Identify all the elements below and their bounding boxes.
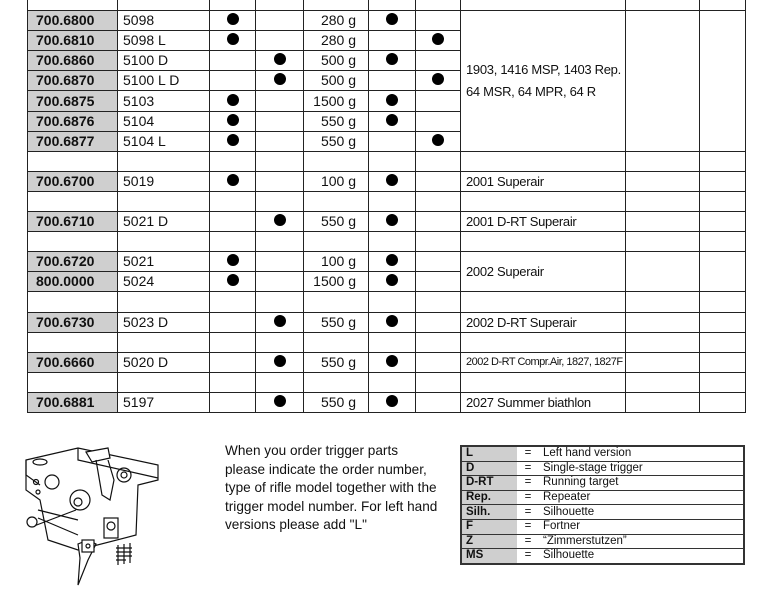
spacer-row (28, 151, 746, 171)
empty-cell (28, 332, 118, 352)
empty-cell (256, 191, 304, 211)
empty-cell (304, 332, 369, 352)
legend-row (461, 519, 744, 534)
bullet-mark-icon (386, 114, 398, 126)
legend-row (461, 534, 744, 549)
trigger-model: 5020 D (118, 352, 210, 372)
empty-cell (626, 372, 700, 392)
option-cell-3 (369, 51, 416, 71)
empty-cell (369, 191, 416, 211)
empty-cell (700, 392, 746, 412)
option-cell-4 (416, 212, 461, 232)
bullet-mark-icon (227, 94, 239, 106)
option-cell-2 (256, 91, 304, 111)
order-number: 700.6881 (28, 392, 118, 412)
option-cell-4 (416, 91, 461, 111)
empty-cell (210, 151, 256, 171)
option-cell-3 (369, 272, 416, 292)
empty-cell (626, 332, 700, 352)
legend-equals: = (517, 461, 539, 476)
bullet-mark-icon (274, 355, 286, 367)
option-cell-4 (416, 31, 461, 51)
trigger-model: 5104 (118, 111, 210, 131)
option-cell-2 (256, 71, 304, 91)
option-cell-2 (256, 131, 304, 151)
trigger-weight: 550 g (304, 312, 369, 332)
legend-row (461, 505, 744, 520)
empty-cell (369, 372, 416, 392)
option-cell-1 (210, 272, 256, 292)
empty-cell (28, 191, 118, 211)
order-number: 700.6660 (28, 352, 118, 372)
spacer-row (28, 372, 746, 392)
rifle-models-line: 64 MSR, 64 MPR, 64 R (466, 83, 596, 99)
empty-cell (626, 191, 700, 211)
empty-cell (700, 11, 746, 152)
order-number: 700.6810 (28, 31, 118, 51)
empty-cell (304, 232, 369, 252)
empty-cell (28, 292, 118, 312)
trigger-model: 5023 D (118, 312, 210, 332)
option-cell-1 (210, 312, 256, 332)
empty-cell (626, 232, 700, 252)
empty-cell (416, 151, 461, 171)
order-instructions-note: When you order trigger parts please indicate the order number, type of rifle model together with the trigger model number. For left hand versions please add "L" (225, 443, 438, 533)
option-cell-3 (369, 252, 416, 272)
option-cell-2 (256, 352, 304, 372)
empty-cell (210, 232, 256, 252)
option-cell-1 (210, 131, 256, 151)
trigger-weight: 100 g (304, 252, 369, 272)
trigger-weight: 100 g (304, 171, 369, 191)
option-cell-1 (210, 392, 256, 412)
empty-cell (369, 332, 416, 352)
legend-equals: = (517, 476, 539, 491)
option-cell-2 (256, 312, 304, 332)
bullet-mark-icon (386, 174, 398, 186)
empty-cell (461, 0, 626, 11)
option-cell-3 (369, 31, 416, 51)
rifle-models: 2002 D-RT Compr.Air, 1827, 1827F (461, 352, 626, 372)
legend-meaning: Silhouette (539, 505, 744, 520)
bullet-mark-icon (386, 355, 398, 367)
option-cell-3 (369, 11, 416, 31)
table-row (28, 312, 746, 332)
empty-cell (369, 151, 416, 171)
bullet-mark-icon (274, 53, 286, 65)
empty-cell (626, 151, 700, 171)
bullet-mark-icon (386, 94, 398, 106)
order-number: 800.0000 (28, 272, 118, 292)
option-cell-4 (416, 111, 461, 131)
empty-cell (118, 151, 210, 171)
bullet-mark-icon (227, 114, 239, 126)
trigger-weight: 550 g (304, 212, 369, 232)
option-cell-4 (416, 71, 461, 91)
trigger-weight: 1500 g (304, 272, 369, 292)
empty-cell (626, 352, 700, 372)
bullet-mark-icon (274, 395, 286, 407)
trigger-weight: 500 g (304, 71, 369, 91)
trigger-model: 5021 D (118, 212, 210, 232)
option-cell-3 (369, 171, 416, 191)
trigger-model: 5098 (118, 11, 210, 31)
trigger-model: 5024 (118, 272, 210, 292)
empty-cell (416, 292, 461, 312)
empty-cell (118, 232, 210, 252)
option-cell-1 (210, 352, 256, 372)
bullet-mark-icon (386, 214, 398, 226)
empty-cell (369, 292, 416, 312)
legend-meaning: Running target (539, 476, 744, 491)
bullet-mark-icon (386, 254, 398, 266)
empty-cell (700, 232, 746, 252)
bullet-mark-icon (386, 13, 398, 25)
empty-cell (626, 171, 700, 191)
option-cell-4 (416, 131, 461, 151)
option-cell-3 (369, 352, 416, 372)
option-cell-3 (369, 71, 416, 91)
bullet-mark-icon (386, 395, 398, 407)
empty-cell (626, 11, 700, 152)
table-row (28, 252, 746, 272)
option-cell-1 (210, 111, 256, 131)
trigger-weight: 550 g (304, 352, 369, 372)
trigger-parts-table (27, 0, 746, 413)
empty-cell (461, 292, 626, 312)
empty-cell (700, 171, 746, 191)
empty-cell (416, 332, 461, 352)
order-number: 700.6720 (28, 252, 118, 272)
bullet-mark-icon (386, 53, 398, 65)
legend-equals: = (517, 519, 539, 534)
option-cell-1 (210, 51, 256, 71)
trigger-model: 5103 (118, 91, 210, 111)
legend-equals: = (517, 534, 539, 549)
trigger-model: 5021 (118, 252, 210, 272)
trigger-model: 5100 D (118, 51, 210, 71)
order-number: 700.6877 (28, 131, 118, 151)
bullet-mark-icon (386, 315, 398, 327)
order-number: 700.6800 (28, 11, 118, 31)
trigger-weight: 550 g (304, 131, 369, 151)
trigger-weight: 1500 g (304, 91, 369, 111)
option-cell-1 (210, 71, 256, 91)
empty-cell (461, 191, 626, 211)
trigger-model: 5197 (118, 392, 210, 412)
legend-abbreviation: F (461, 519, 517, 534)
option-cell-3 (369, 392, 416, 412)
option-cell-3 (369, 312, 416, 332)
empty-cell (118, 332, 210, 352)
option-cell-4 (416, 51, 461, 71)
order-number: 700.6870 (28, 71, 118, 91)
trigger-model: 5100 L D (118, 71, 210, 91)
trigger-assembly-illustration (18, 440, 168, 590)
empty-cell (700, 212, 746, 232)
order-number: 700.6875 (28, 91, 118, 111)
empty-cell (210, 372, 256, 392)
empty-cell (118, 191, 210, 211)
table-row (28, 11, 746, 31)
legend-meaning: Single-stage trigger (539, 461, 744, 476)
empty-cell (461, 332, 626, 352)
bullet-mark-icon (432, 73, 444, 85)
empty-cell (626, 292, 700, 312)
legend-equals: = (517, 490, 539, 505)
empty-cell (700, 0, 746, 11)
option-cell-2 (256, 111, 304, 131)
bullet-mark-icon (386, 274, 398, 286)
trigger-model: 5019 (118, 171, 210, 191)
empty-cell (416, 372, 461, 392)
empty-cell (256, 332, 304, 352)
rifle-models: 2001 Superair (461, 171, 626, 191)
empty-cell (256, 232, 304, 252)
rifle-models: 2002 D-RT Superair (461, 312, 626, 332)
option-cell-1 (210, 252, 256, 272)
legend-meaning: Silhouette (539, 549, 744, 564)
trigger-weight: 280 g (304, 31, 369, 51)
empty-cell (210, 292, 256, 312)
option-cell-2 (256, 51, 304, 71)
option-cell-4 (416, 272, 461, 292)
option-cell-4 (416, 352, 461, 372)
legend-row (461, 476, 744, 491)
empty-cell (304, 151, 369, 171)
empty-cell (210, 0, 256, 11)
legend-equals: = (517, 549, 539, 564)
empty-cell (626, 392, 700, 412)
empty-cell (304, 191, 369, 211)
bullet-mark-icon (274, 315, 286, 327)
legend-meaning: “Zimmerstutzen” (539, 534, 744, 549)
option-cell-3 (369, 212, 416, 232)
order-number: 700.6700 (28, 171, 118, 191)
table-row (28, 352, 746, 372)
legend-abbreviation: Z (461, 534, 517, 549)
legend-abbreviation: D-RT (461, 476, 517, 491)
bullet-mark-icon (274, 214, 286, 226)
empty-cell (626, 252, 700, 292)
option-cell-1 (210, 171, 256, 191)
legend-abbreviation: MS (461, 549, 517, 564)
empty-cell (118, 292, 210, 312)
trigger-weight: 280 g (304, 11, 369, 31)
empty-cell (118, 0, 210, 11)
empty-cell (304, 292, 369, 312)
option-cell-1 (210, 11, 256, 31)
empty-cell (28, 0, 118, 11)
legend-meaning: Repeater (539, 490, 744, 505)
option-cell-3 (369, 111, 416, 131)
option-cell-2 (256, 272, 304, 292)
option-cell-3 (369, 91, 416, 111)
spacer-row (28, 191, 746, 211)
order-number: 700.6876 (28, 111, 118, 131)
empty-cell (210, 191, 256, 211)
empty-cell (700, 352, 746, 372)
trigger-weight: 550 g (304, 111, 369, 131)
trigger-weight: 500 g (304, 51, 369, 71)
table-row (28, 212, 746, 232)
empty-cell (700, 292, 746, 312)
option-cell-2 (256, 212, 304, 232)
empty-cell (461, 151, 626, 171)
empty-cell (28, 151, 118, 171)
abbreviation-legend (460, 445, 745, 565)
empty-cell (461, 232, 626, 252)
empty-cell (700, 372, 746, 392)
empty-cell (626, 312, 700, 332)
bullet-mark-icon (227, 33, 239, 45)
legend-equals: = (517, 446, 539, 461)
empty-cell (304, 0, 369, 11)
option-cell-3 (369, 131, 416, 151)
rifle-models: 2001 D-RT Superair (461, 212, 626, 232)
empty-cell (256, 151, 304, 171)
empty-cell (369, 0, 416, 11)
option-cell-4 (416, 252, 461, 272)
empty-cell (700, 191, 746, 211)
empty-cell (416, 0, 461, 11)
legend-row (461, 490, 744, 505)
empty-cell (210, 332, 256, 352)
empty-cell (28, 232, 118, 252)
legend-meaning: Left hand version (539, 446, 744, 461)
empty-cell (700, 332, 746, 352)
empty-cell (700, 252, 746, 292)
empty-cell (700, 312, 746, 332)
legend-abbreviation: Silh. (461, 505, 517, 520)
bullet-mark-icon (227, 13, 239, 25)
legend-equals: = (517, 505, 539, 520)
partial-row (28, 0, 746, 11)
option-cell-4 (416, 392, 461, 412)
legend-abbreviation: Rep. (461, 490, 517, 505)
trigger-model: 5098 L (118, 31, 210, 51)
option-cell-2 (256, 11, 304, 31)
order-number: 700.6710 (28, 212, 118, 232)
empty-cell (304, 372, 369, 392)
option-cell-1 (210, 31, 256, 51)
empty-cell (461, 372, 626, 392)
legend-meaning: Fortner (539, 519, 744, 534)
bullet-mark-icon (227, 274, 239, 286)
option-cell-1 (210, 212, 256, 232)
option-cell-4 (416, 312, 461, 332)
legend-abbreviation: L (461, 446, 517, 461)
legend-row (461, 549, 744, 564)
rifle-models (461, 11, 626, 152)
legend-abbreviation: D (461, 461, 517, 476)
spacer-row (28, 332, 746, 352)
trigger-model: 5104 L (118, 131, 210, 151)
empty-cell (256, 0, 304, 11)
rifle-models: 2027 Summer biathlon (461, 392, 626, 412)
trigger-weight: 550 g (304, 392, 369, 412)
bullet-mark-icon (227, 174, 239, 186)
empty-cell (369, 232, 416, 252)
empty-cell (256, 292, 304, 312)
empty-cell (626, 0, 700, 11)
option-cell-4 (416, 11, 461, 31)
empty-cell (700, 151, 746, 171)
option-cell-2 (256, 252, 304, 272)
order-number: 700.6860 (28, 51, 118, 71)
empty-cell (416, 191, 461, 211)
bullet-mark-icon (227, 134, 239, 146)
table-row (28, 171, 746, 191)
legend-row (461, 446, 744, 461)
option-cell-4 (416, 171, 461, 191)
bullet-mark-icon (432, 33, 444, 45)
bullet-mark-icon (227, 254, 239, 266)
legend-row (461, 461, 744, 476)
empty-cell (626, 212, 700, 232)
empty-cell (28, 372, 118, 392)
table-row (28, 392, 746, 412)
empty-cell (118, 372, 210, 392)
rifle-models: 2002 Superair (461, 252, 626, 292)
option-cell-2 (256, 31, 304, 51)
order-number: 700.6730 (28, 312, 118, 332)
empty-cell (416, 232, 461, 252)
option-cell-2 (256, 171, 304, 191)
bullet-mark-icon (274, 73, 286, 85)
option-cell-1 (210, 91, 256, 111)
spacer-row (28, 292, 746, 312)
bullet-mark-icon (432, 134, 444, 146)
spacer-row (28, 232, 746, 252)
option-cell-2 (256, 392, 304, 412)
empty-cell (256, 372, 304, 392)
rifle-models-line: 1903, 1416 MSP, 1403 Rep. (466, 61, 621, 77)
